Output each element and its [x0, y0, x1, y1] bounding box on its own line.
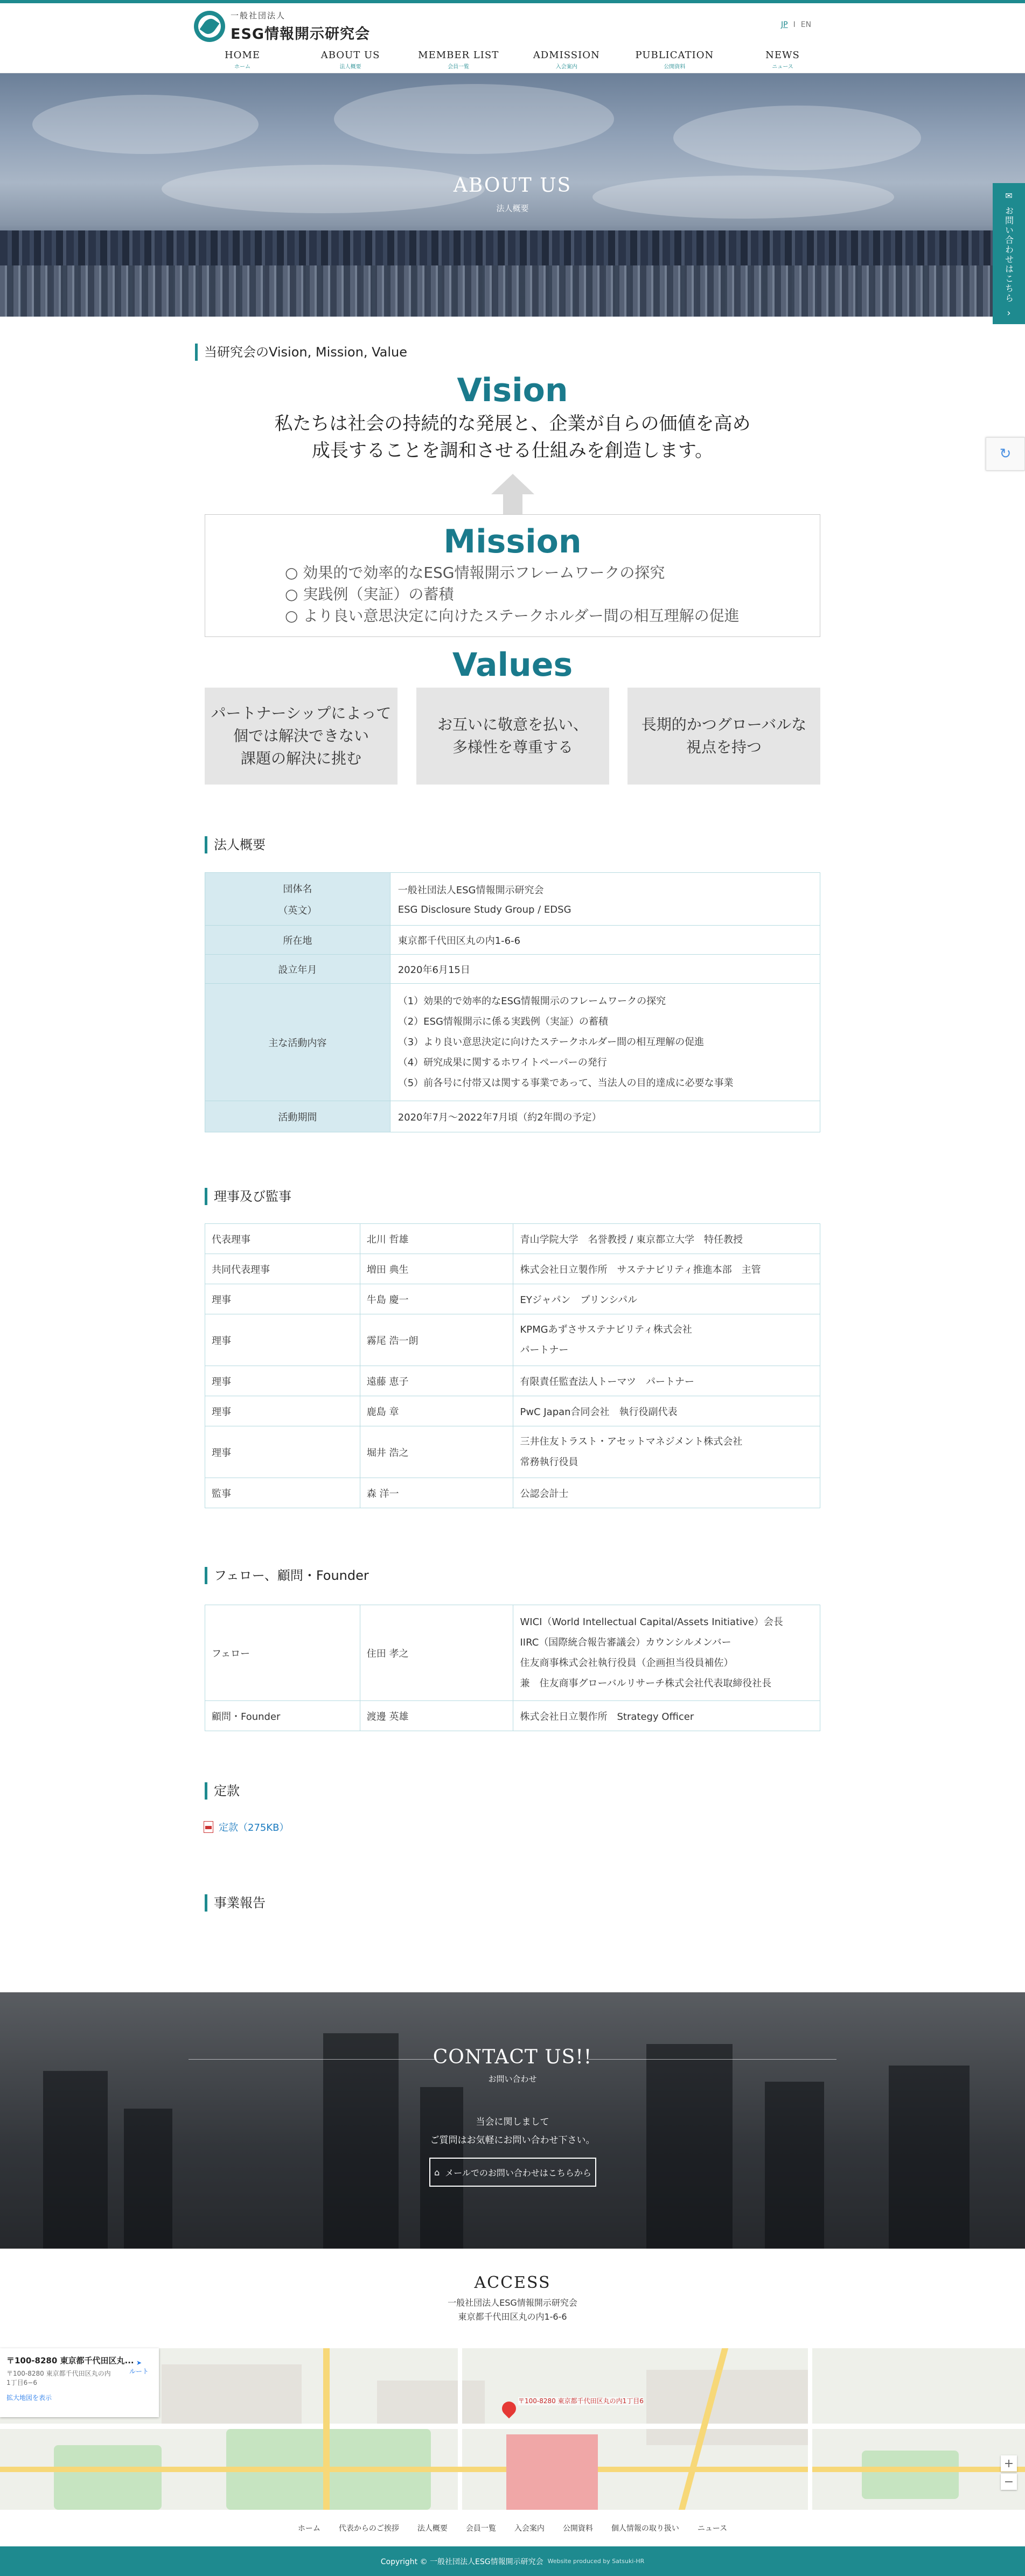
role-cell: 共同代表理事: [205, 1254, 360, 1284]
nav-members-label: MEMBER LIST: [418, 50, 499, 61]
mission-box: [205, 514, 820, 637]
table-header-cell: 所在地: [205, 926, 391, 955]
name-cell: 渡邊 英雄: [360, 1701, 513, 1731]
value-text: お互いに敬意を払い、: [437, 716, 588, 733]
vision-title: Vision: [457, 372, 568, 409]
access-org-name: 一般社団法人ESG情報開示研究会: [448, 2298, 577, 2308]
role-cell: 理事: [205, 1396, 360, 1426]
mission-item: ○ より良い意思決定に向けたステークホルダー間の相互理解の促進: [285, 605, 740, 627]
map-route-button[interactable]: [129, 2359, 149, 2376]
table-header-cell: 活動期間: [205, 1101, 391, 1132]
map-place-address: 〒100-8280 東京都千代田区丸の内1丁目6−6: [6, 2370, 111, 2386]
fellows-heading: フェロー、顧問・Founder: [205, 1567, 369, 1584]
footer-link-members[interactable]: 会員一覧: [465, 2524, 496, 2533]
name-cell: 霧尾 浩一朗: [360, 1314, 513, 1366]
contact-subtitle: お問い合わせ: [488, 2074, 537, 2084]
footer-link-home[interactable]: ホーム: [297, 2524, 320, 2533]
page-title: ABOUT US: [453, 174, 572, 197]
overview-table: [205, 872, 820, 1132]
copyright-text: Copyright © 一般社団法人ESG情報開示研究会: [380, 2557, 543, 2566]
role-cell: 顧問・Founder: [205, 1701, 360, 1731]
map-zoom-out-button[interactable]: −: [1001, 2474, 1017, 2490]
value-card-partnership: [205, 688, 398, 785]
value-text: 視点を持つ: [686, 738, 762, 756]
activity-item: （1）効果的で効率的なESG情報開示のフレームワークの探究: [398, 995, 666, 1007]
values-title: Values: [452, 646, 573, 684]
value-text: 長期的かつグローバルな: [641, 716, 807, 733]
name-cell: 森 洋一: [360, 1478, 513, 1508]
directions-icon: ➤: [136, 2359, 142, 2367]
footer-nav: [0, 2510, 1025, 2546]
side-contact-label: お問い合わせはこちら: [1003, 206, 1014, 303]
map-zoom-in-button[interactable]: +: [1001, 2455, 1017, 2472]
access-address: 東京都千代田区丸の内1-6-6: [458, 2312, 567, 2322]
logo-subtitle: 一般社団法人: [231, 11, 286, 20]
main-nav: [194, 50, 831, 70]
footer-link-publication[interactable]: 公開資料: [562, 2524, 593, 2533]
name-cell: 住田 孝之: [360, 1605, 513, 1701]
org-cell: PwC Japan合同会社 執行役副代表: [513, 1396, 820, 1426]
map-place-name: 〒100-8280 東京都千代田区丸...: [6, 2356, 134, 2365]
name-cell: 牛島 慶一: [360, 1284, 513, 1314]
table-row: [205, 1314, 820, 1366]
name-cell: 北川 哲雄: [360, 1224, 513, 1254]
activity-item: （5）前各号に付帯又は関する事業であって、当法人の目的達成に必要な事業: [398, 1077, 734, 1089]
value-text: 課題の解決に挑む: [240, 750, 361, 767]
role-cell: 監事: [205, 1478, 360, 1508]
footer-link-privacy[interactable]: 個人情報の取り扱い: [611, 2524, 679, 2533]
contact-message: [0, 2113, 1025, 2150]
table-row: [205, 1426, 820, 1478]
org-line: 住友商事株式会社執行役員（企画担当役員補佐）: [520, 1657, 734, 1669]
activity-item: （4）研究成果に関するホワイトペーパーの発行: [398, 1056, 607, 1068]
value-text: 多様性を尊重する: [452, 738, 573, 756]
org-cell: [513, 1314, 820, 1366]
nav-publication[interactable]: [626, 50, 723, 70]
name-cell: 遠藤 恵子: [360, 1366, 513, 1396]
role-cell: フェロー: [205, 1605, 360, 1701]
hero-banner: [0, 73, 1025, 317]
nav-about-label: ABOUT US: [320, 50, 380, 61]
nav-members-sub: 会員一覧: [448, 64, 470, 70]
nav-publication-label: PUBLICATION: [635, 50, 714, 61]
table-row: [205, 984, 820, 1101]
org-line: パートナー: [520, 1344, 569, 1356]
footer-copyright-bar: [0, 2546, 1025, 2576]
name-cell: 増田 典生: [360, 1254, 513, 1284]
table-cell: 2020年6月15日: [390, 955, 820, 984]
org-line: 常務執行役員: [520, 1456, 578, 1468]
logo-title: ESG情報開示研究会: [231, 26, 371, 43]
cell-text: 団体名: [283, 883, 312, 895]
activity-item: （3）より良い意思決定に向けたステークホルダー間の相互理解の促進: [398, 1036, 705, 1048]
nav-admission[interactable]: [518, 50, 615, 70]
org-cell: 公認会計士: [513, 1478, 820, 1508]
chevron-right-icon: ›: [1007, 307, 1011, 319]
cell-text: （英文）: [278, 905, 317, 916]
produced-by-text: Website produced by Satsuki-HR: [547, 2558, 645, 2565]
role-cell: 理事: [205, 1366, 360, 1396]
nav-publication-sub: 公開資料: [664, 64, 686, 70]
vision-line-1: 私たちは社会の持続的な発展と、企業が自らの価値を高め: [274, 413, 751, 435]
contact-section: [0, 1992, 1025, 2249]
contact-button-label: メールでのお問い合わせはこちらから: [445, 2167, 591, 2178]
value-card-respect: [416, 688, 609, 785]
nav-home-sub: ホーム: [234, 64, 250, 70]
org-line: KPMGあずさサステナビリティ株式会社: [520, 1324, 692, 1335]
logo-icon: [194, 11, 225, 42]
cell-text: 一般社団法人ESG情報開示研究会: [398, 885, 544, 896]
activity-item: （2）ESG情報開示に係る実践例（実証）の蓄積: [398, 1016, 608, 1027]
footer-link-admission[interactable]: 入会案内: [514, 2524, 545, 2533]
table-row: [205, 1701, 820, 1731]
contact-email-button[interactable]: [429, 2158, 596, 2187]
org-line: 兼 住友商事グローバルリサーチ株式会社代表取締役社長: [520, 1677, 772, 1689]
table-row: [205, 873, 820, 926]
language-switcher: [781, 20, 811, 29]
table-header-cell: 主な活動内容: [205, 984, 391, 1101]
access-title: ACCESS: [474, 2273, 551, 2292]
articles-pdf-link[interactable]: [204, 1820, 289, 1834]
table-row: [205, 1366, 820, 1396]
mail-icon: ✉: [1005, 191, 1013, 201]
site-logo[interactable]: [194, 10, 370, 43]
pdf-icon: [204, 1821, 213, 1833]
footer-link-about[interactable]: 法人概要: [417, 2524, 448, 2533]
nav-about[interactable]: [302, 50, 399, 70]
nav-news[interactable]: [734, 50, 831, 70]
org-line: WICI（World Intellectual Capital/Assets Initiative）会長: [520, 1616, 783, 1628]
mission-item: ○ 効果的で効率的なESG情報開示フレームワークの探究: [285, 562, 740, 584]
table-cell: 東京都千代田区丸の内1-6-6: [390, 926, 820, 955]
table-row: [205, 1254, 820, 1284]
lang-en-link-2[interactable]: EN: [800, 20, 812, 29]
up-arrow-icon: [491, 474, 534, 514]
table-row: [205, 1478, 820, 1508]
articles-heading: 定款: [205, 1782, 240, 1800]
home-icon: ⌂: [434, 2167, 440, 2178]
table-cell: 2020年7月～2022年7月頃（約2年間の予定）: [390, 1101, 820, 1132]
role-cell: 理事: [205, 1314, 360, 1366]
mission-item: ○ 実践例（実証）の蓄積: [285, 584, 740, 605]
overview-heading: 法人概要: [205, 836, 266, 853]
org-cell: 青山学院大学 名誉教授 / 東京都立大学 特任教授: [513, 1224, 820, 1254]
role-cell: 理事: [205, 1426, 360, 1478]
org-cell: 有限責任監査法人トーマツ パートナー: [513, 1366, 820, 1396]
org-cell: 株式会社日立製作所 Strategy Officer: [513, 1701, 820, 1731]
table-row: [205, 1224, 820, 1254]
vmv-heading: 当研究会のVision, Mission, Value: [195, 344, 407, 361]
map-info-card: [0, 2348, 159, 2417]
table-cell: [390, 873, 820, 926]
table-row: [205, 1396, 820, 1426]
nav-news-sub: ニュース: [772, 64, 793, 70]
org-cell: [513, 1605, 820, 1701]
footer-link-greeting[interactable]: 代表からのご挨拶: [338, 2524, 399, 2533]
cell-text: ESG Disclosure Study Group / EDSG: [398, 904, 571, 915]
value-card-global: [627, 688, 820, 785]
mission-list: [285, 562, 740, 627]
table-header-cell: 設立年月: [205, 955, 391, 984]
contact-title: CONTACT US!!: [433, 2046, 592, 2068]
org-cell: [513, 1426, 820, 1478]
contact-line-1: 当会に関しまして: [476, 2117, 549, 2127]
table-header-cell: [205, 873, 391, 926]
table-row: [205, 1605, 820, 1701]
org-cell: EYジャパン プリンシパル: [513, 1284, 820, 1314]
table-row: [205, 926, 820, 955]
articles-link-text: 定款（275KB）: [219, 1822, 289, 1833]
fellows-table: [205, 1605, 820, 1731]
org-line: 三井住友トラスト・アセットマネジメント株式会社: [520, 1436, 743, 1447]
org-cell: 株式会社日立製作所 サステナビリティ推進本部 主管: [513, 1254, 820, 1284]
site-header: [0, 3, 1025, 73]
nav-news-label: NEWS: [765, 50, 800, 61]
org-line: IIRC（国際統合報告審議会）カウンシルメンバー: [520, 1636, 731, 1648]
nav-home-label: HOME: [224, 50, 261, 61]
contact-line-2: ご質問はお気軽にお問い合わせ下さい。: [430, 2135, 595, 2146]
officers-table: [205, 1223, 820, 1508]
name-cell: 堀井 浩之: [360, 1426, 513, 1478]
nav-about-sub: 法人概要: [339, 64, 361, 70]
map-pin-label: 〒100-8280 東京都千代田区丸の内1丁目6: [518, 2397, 644, 2405]
table-row: [205, 955, 820, 984]
role-cell: 理事: [205, 1284, 360, 1314]
table-row: [205, 1101, 820, 1132]
officers-heading: 理事及び監事: [205, 1188, 291, 1205]
lang-en-link[interactable]: I: [793, 20, 796, 29]
table-row: [205, 1284, 820, 1314]
nav-admission-label: ADMISSION: [533, 50, 600, 61]
table-cell: [390, 984, 820, 1101]
nav-admission-sub: 入会案内: [555, 64, 577, 70]
mission-title: Mission: [443, 523, 582, 561]
route-label: ルート: [129, 2368, 149, 2375]
page-subtitle: 法人概要: [496, 204, 529, 213]
name-cell: 鹿島 章: [360, 1396, 513, 1426]
vision-line-2: 成長することを調和させる仕組みを創造します。: [311, 440, 714, 461]
nav-home[interactable]: [194, 50, 291, 70]
reports-heading: 事業報告: [205, 1894, 266, 1912]
nav-members[interactable]: [410, 50, 507, 70]
footer-link-news[interactable]: ニュース: [697, 2524, 728, 2533]
role-cell: 代表理事: [205, 1224, 360, 1254]
map-enlarge-link[interactable]: 拡大地図を表示: [6, 2394, 52, 2402]
recaptcha-icon: ↻: [999, 446, 1012, 462]
value-text: パートナーシップによって: [211, 704, 392, 722]
vision-statement: [0, 410, 1025, 464]
lang-jp-link[interactable]: JP: [781, 20, 788, 29]
side-contact-tab[interactable]: [993, 183, 1025, 324]
value-text: 個では解決できない: [233, 727, 369, 745]
